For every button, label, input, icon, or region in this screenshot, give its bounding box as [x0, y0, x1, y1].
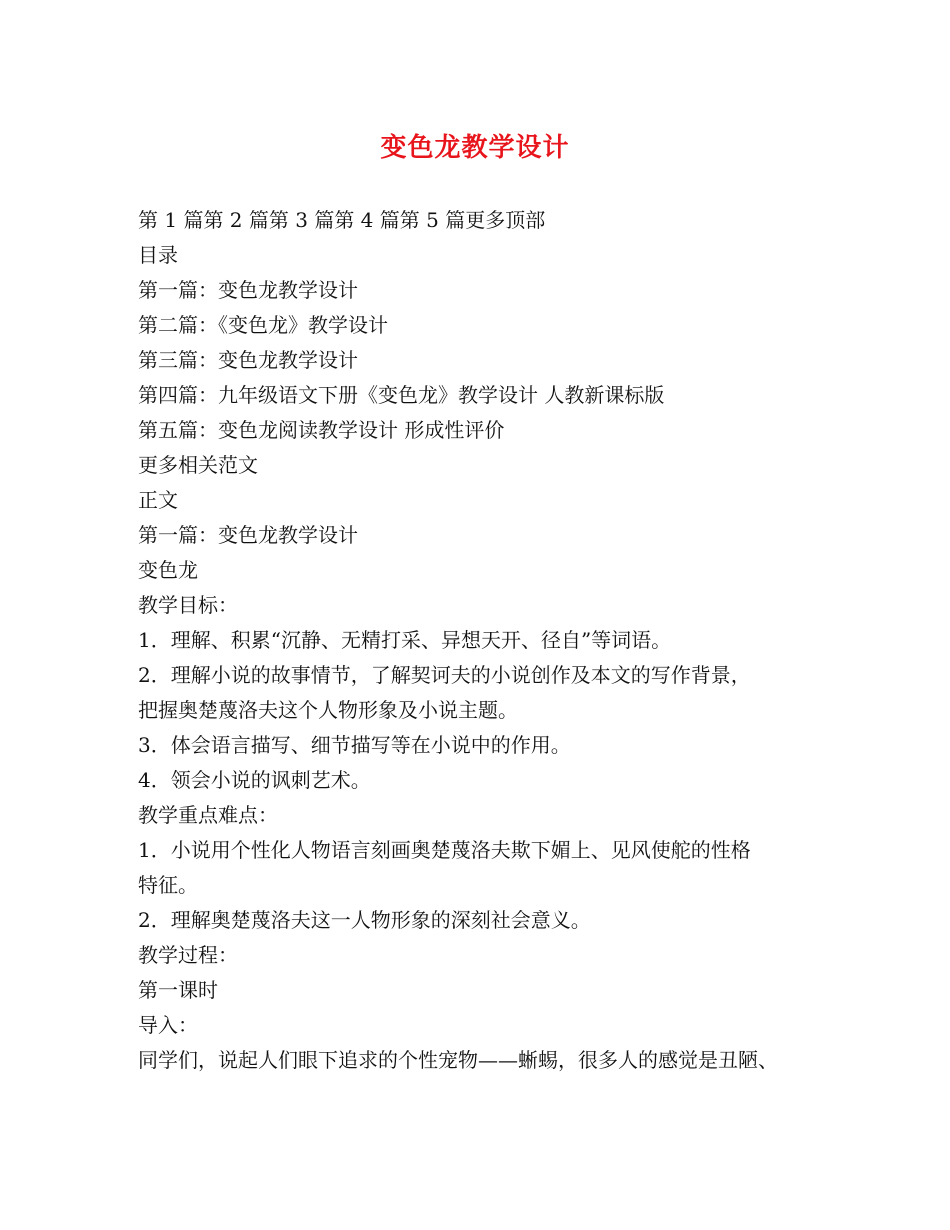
document-body [138, 203, 838, 1078]
goal-item-3: 3．体会语言描写、细节描写等在小说中的作用。 [138, 733, 571, 757]
toc-item-3[interactable]: 第三篇：变色龙教学设计 [138, 348, 358, 372]
intro-heading: 导入： [138, 1013, 198, 1037]
goal-item-4: 4．领会小说的讽刺艺术。 [138, 768, 371, 792]
key-point-2: 2．理解奥楚蔑洛夫这一人物形象的深刻社会意义。 [138, 908, 591, 932]
key-point-1-cont: 特征。 [138, 873, 198, 897]
section-heading: 第一篇：变色龙教学设计 [138, 523, 358, 547]
nav-links-line[interactable]: 第 1 篇第 2 篇第 3 篇第 4 篇第 5 篇更多顶部 [138, 208, 546, 232]
goal-item-1: 1．理解、积累“沉静、无精打采、异想天开、径自”等词语。 [138, 628, 672, 652]
main-text-heading: 正文 [138, 488, 178, 512]
key-points-heading: 教学重点难点： [138, 803, 278, 827]
goal-item-2-cont: 把握奥楚蔑洛夫这个人物形象及小说主题。 [138, 698, 518, 722]
more-related-link[interactable]: 更多相关范文 [138, 453, 258, 477]
goal-item-2: 2．理解小说的故事情节，了解契诃夫的小说创作及本文的写作背景， [138, 663, 751, 687]
toc-item-1[interactable]: 第一篇：变色龙教学设计 [138, 278, 358, 302]
toc-heading: 目录 [138, 243, 178, 267]
intro-paragraph: 同学们，说起人们眼下追求的个性宠物——蜥蜴，很多人的感觉是丑陋、 [138, 1048, 778, 1072]
toc-item-5[interactable]: 第五篇：变色龙阅读教学设计 形成性评价 [138, 418, 505, 442]
key-point-1: 1．小说用个性化人物语言刻画奥楚蔑洛夫欺下媚上、见风使舵的性格 [138, 838, 751, 862]
process-heading: 教学过程： [138, 943, 238, 967]
first-lesson-heading: 第一课时 [138, 978, 218, 1002]
teaching-goals-heading: 教学目标： [138, 593, 238, 617]
article-subtitle: 变色龙 [138, 558, 198, 582]
toc-item-2[interactable]: 第二篇：《变色龙》教学设计 [138, 313, 388, 337]
document-title: 变色龙教学设计 [380, 133, 570, 163]
toc-item-4[interactable]: 第四篇：九年级语文下册《变色龙》教学设计 人教新课标版 [138, 383, 665, 407]
